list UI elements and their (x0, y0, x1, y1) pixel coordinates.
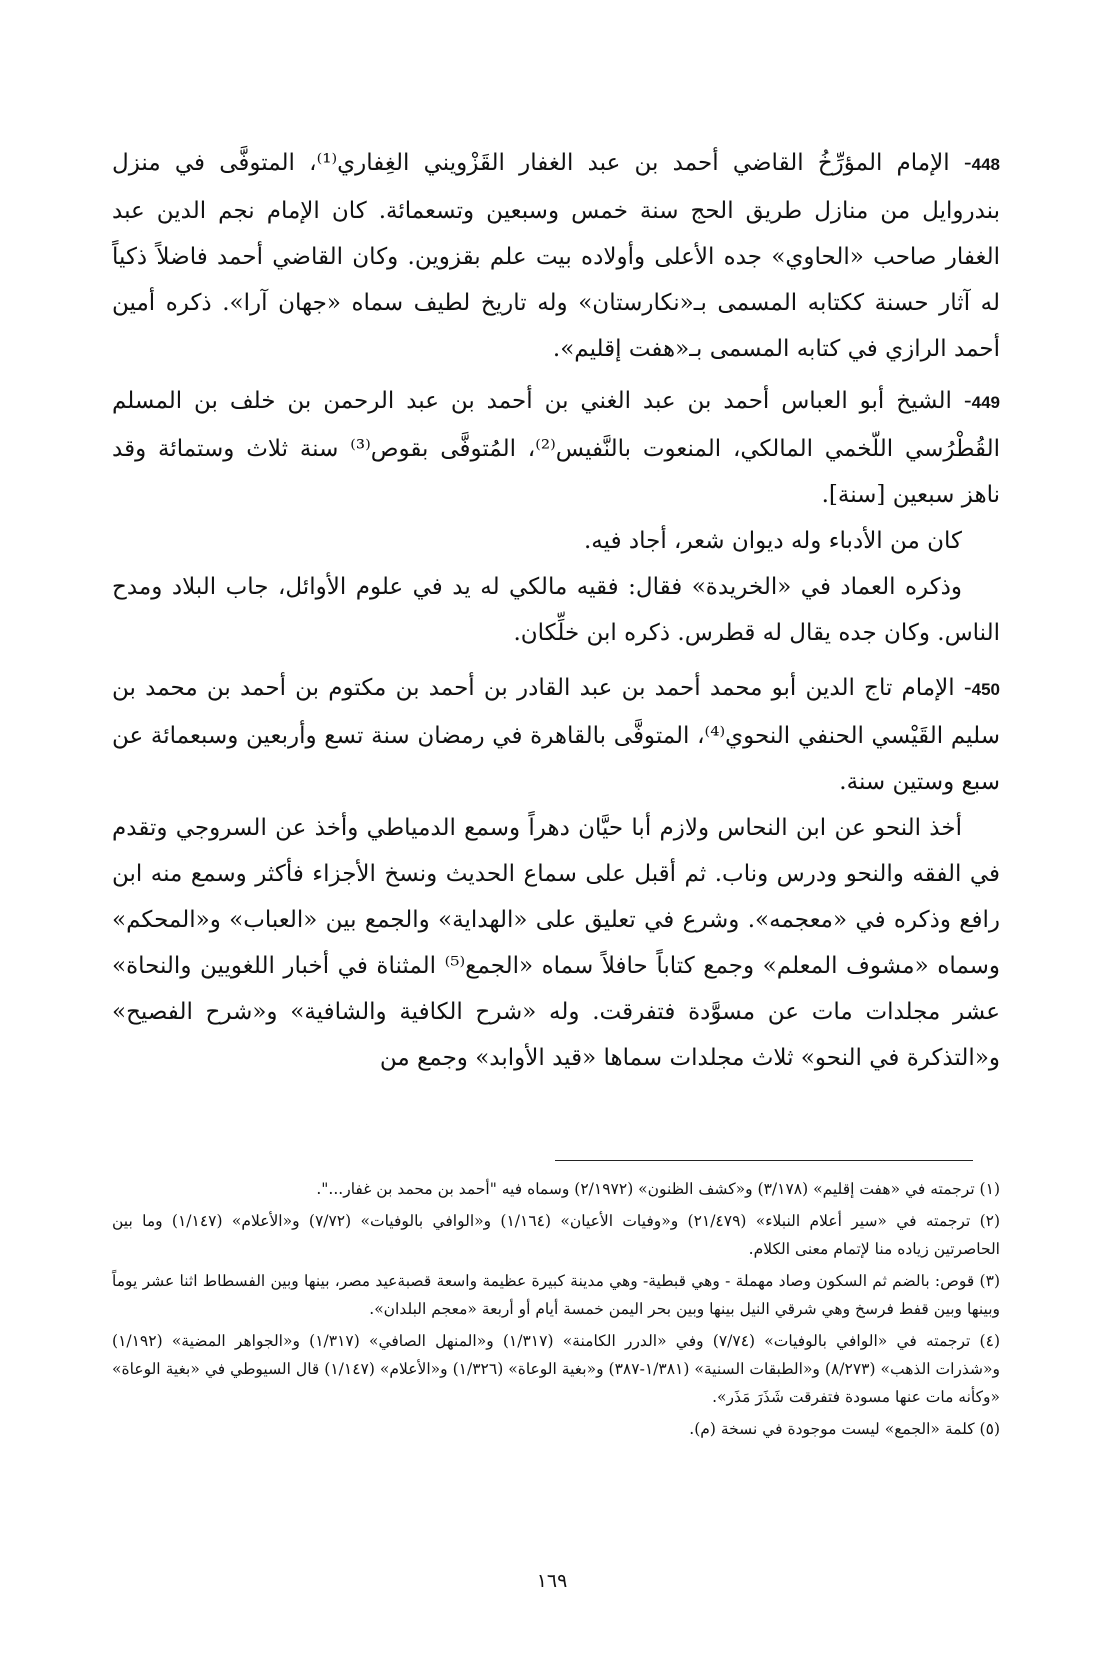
entry-paragraph: أخذ النحو عن ابن النحاس ولازم أبا حيَّان دهراً وسمع الدمياطي وأخذ عن السروجي وتقدم في الفقه والنحو ودرس وناب. ثم أقبل على سماع الحديث ونسخ الأجزاء فأكثر وسمع منه ابن رافع وذكره في «معجمه». وشرع في تعليق على «الهداية» والجمع بين «العباب» و«المحكم» وسماه «مشوف المعلم» وجمع كتاباً حافلاً سماه «الجمع⁽⁵⁾ المثناة في أخبار اللغويين والنحاة» عشر مجلدات مات عن مسوَّدة فتفرقت. وله «شرح الكافية والشافية» و«شرح الفصيح» و«التذكرة في النحو» ثلاث مجلدات سماها «قيد الأوابد» وجمع من (112, 815, 1000, 1071)
entry-paragraph: وذكره العماد في «الخريدة» فقال: فقيه مالكي له يد في علوم الأوائل، جاب البلاد ومدح الناس. وكان جده يقال له قطرس. ذكره ابن خلِّكان. (112, 574, 1000, 646)
entry-449 (112, 378, 1000, 656)
footnote: (٤) ترجمته في «الوافي بالوفيات» (٧/٧٤) وفي «الدرر الكامنة» (١/٣١٧) و«المنهل الصافي» (١/٣١٧) و«الجواهر المضية» (١/١٩٢) و«شذرات الذهب» (٨/٢٧٣) و«الطبقات السنية» (١/٣٨١-٣٨٧) و«بغية الوعاة» (١/٣٢٦) و«الأعلام» (١/١٤٧) قال السيوطي في «بغية الوعاة» «وكأنه مات عنها مسودة فتفرقت شَذَرَ مَذَر». (112, 1332, 1001, 1406)
entry-paragraph: 450- الإمام تاج الدين أبو محمد أحمد بن عبد القادر بن أحمد بن مكتوم بن أحمد بن محمد بن سليم القَيْسي الحنفي النحوي⁽⁴⁾، المتوفَّى بالقاهرة في رمضان سنة تسع وأربعين وسبعمائة عن سبع وستين سنة. (112, 675, 1001, 795)
entry-number: 448 (971, 155, 1000, 174)
footnotes (112, 1175, 1000, 1447)
footnote: (١) ترجمته في «هفت إقليم» (٣/١٧٨) و«كشف الظنون» (٢/١٩٧٢) وسماه فيه "أحمد بن محمد بن غفار...". (316, 1180, 1000, 1198)
footnote-divider (555, 1160, 973, 1161)
footnote: (٣) قوص: بالضم ثم السكون وصاد مهملة - وهي قبطية- وهي مدينة كبيرة عظيمة واسعة قصبةعيد مصر، بينها وبين الفسطاط اثنا عشر يوماً وبينها وبين قفط فرسخ وهي شرقي النيل بينها وبين بحر اليمن خمسة أيام أو أربعة «معجم البلدان». (112, 1272, 1000, 1318)
entry-number: 449 (971, 393, 1000, 412)
entry-448 (112, 140, 1000, 372)
entry-paragraph: 448- الإمام المؤرِّخُ القاضي أحمد بن عبد الغفار القَزْويني الغِفاري⁽¹⁾، المتوفَّى في منزل بندروايل من منازل طريق الحج سنة خمس وسبعين وتسعمائة. كان الإمام نجم الدين عبد الغفار صاحب «الحاوي» جده الأعلى وأولاده بيت علم بقزوين. وكان القاضي أحمد فاضلاً ذكياً له آثار حسنة ككتابه المسمى بـ«نكارستان» وله تاريخ لطيف سماه «جهان آرا». ذكره أمين أحمد الرازي في كتابه المسمى بـ«هفت إقليم». (112, 150, 1000, 362)
footnote: (٥) كلمة «الجمع» ليست موجودة في نسخة (م). (689, 1420, 1000, 1438)
page-number: ١٦٩ (536, 1570, 568, 1592)
entry-450 (112, 665, 1000, 1081)
entry-number: 450 (971, 680, 1000, 699)
entry-paragraph: كان من الأدباء وله ديوان شعر، أجاد فيه. (584, 528, 962, 554)
entry-paragraph: 449- الشيخ أبو العباس أحمد بن عبد الغني بن أحمد بن عبد الرحمن بن خلف بن المسلم القُطْرُسي اللّخمي المالكي، المنعوت بالنَّفيس⁽²⁾، المُتوفَّى بقوص⁽³⁾ سنة ثلاث وستمائة وقد ناهز سبعين [سنة]. (112, 388, 1001, 508)
footnote: (٢) ترجمته في «سير أعلام النبلاء» (٢١/٤٧٩) و«وفيات الأعيان» (١/١٦٤) و«الوافي بالوفيات» (٧/٧٢) و«الأعلام» (١/١٤٧) وما بين الحاصرتين زياده منا لإتمام معنى الكلام. (112, 1212, 1001, 1258)
